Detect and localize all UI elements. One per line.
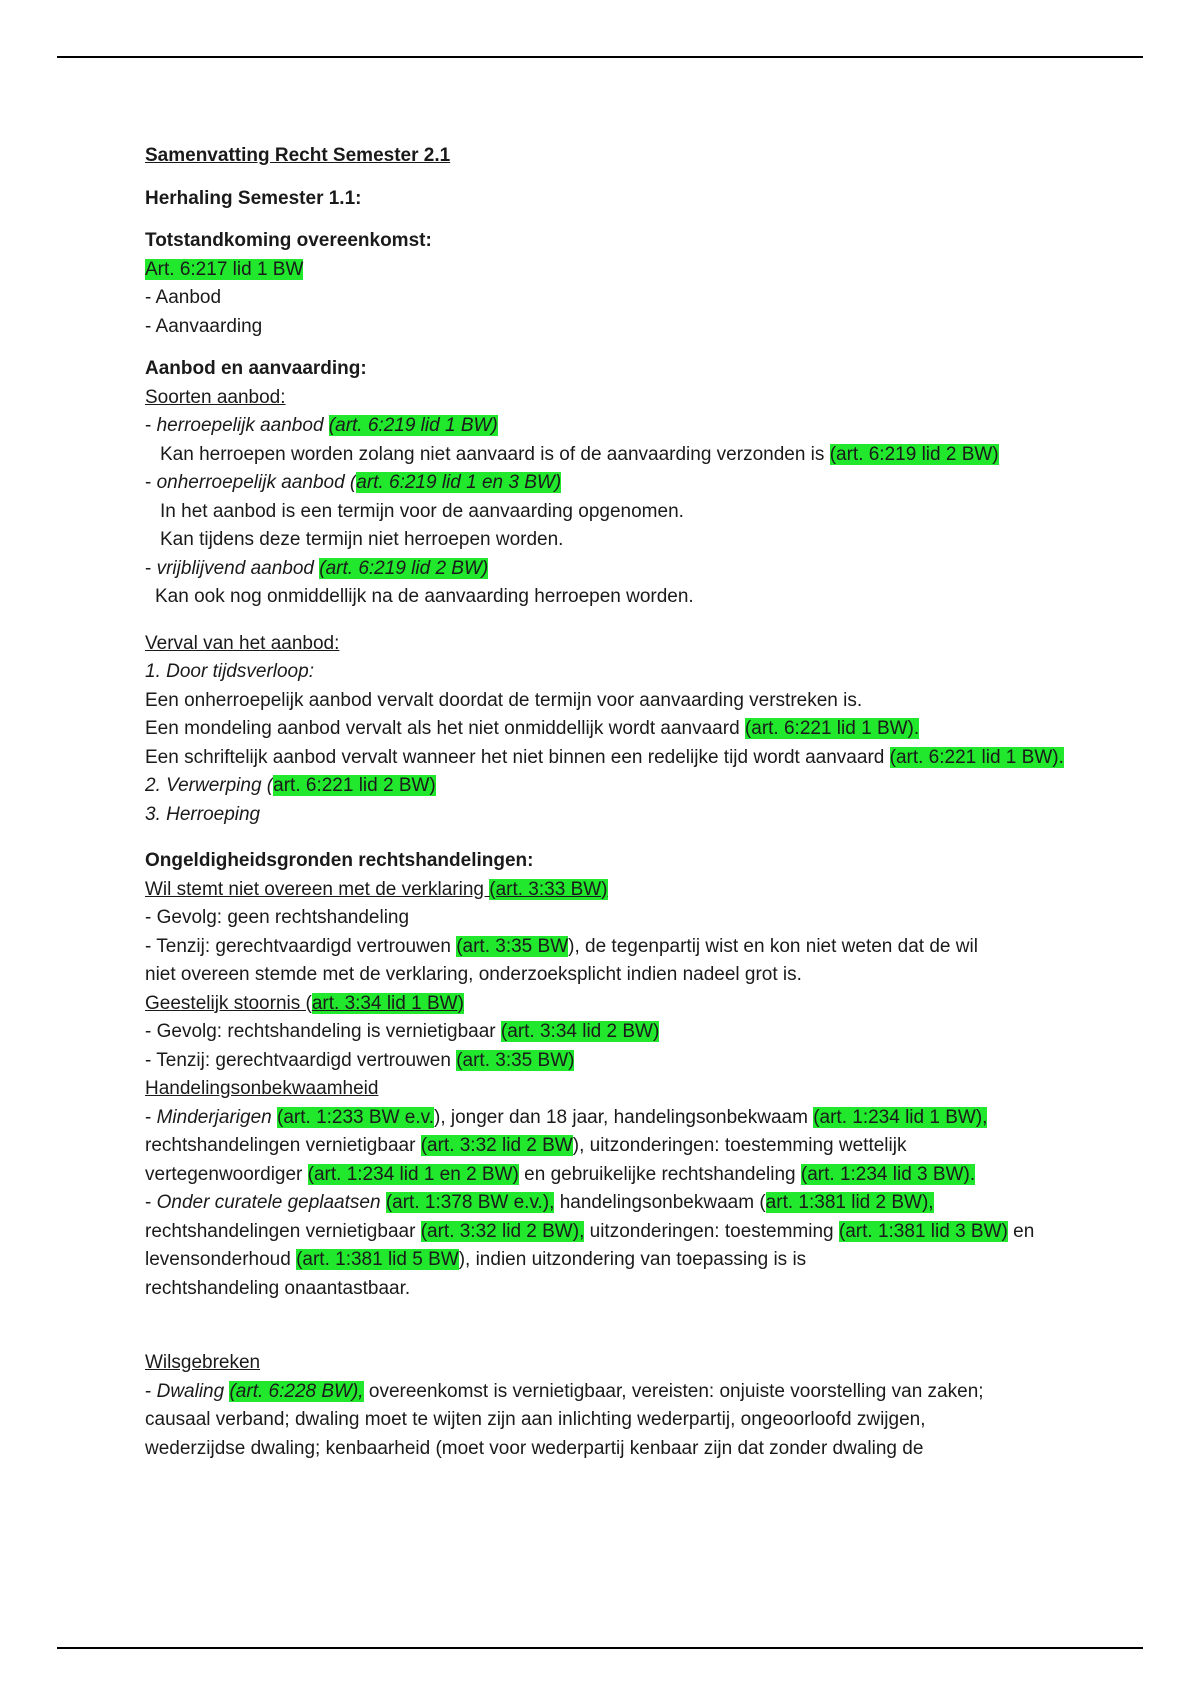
list-item: - vrijblijvend aanbod (art. 6:219 lid 2 BW): [145, 557, 489, 579]
list-item: - Gevolg: geen rechtshandeling: [145, 907, 410, 928]
article-reference: (art. 6:219 lid 1 BW): [328, 415, 498, 436]
text-line: rechtshandelingen vernietigbaar (art. 3:32 lid 2 BW), uitzonderingen: toestemming (art. 1:381 lid 3 BW) en levensonderhoud (art. 1:381 lid 5 BW), indien uitzondering van toepassing is is: [145, 1220, 1035, 1270]
section-heading-aanbod: Aanbod en aanvaarding:: [145, 358, 367, 379]
article-reference: art. 6:221 lid 2 BW): [273, 775, 436, 796]
article-reference: (art. 1:234 lid 3 BW).: [800, 1163, 976, 1185]
article-reference: (art. 6:221 lid 1 BW).: [744, 718, 920, 739]
article-reference: art. 6:219 lid 1 en 3 BW): [356, 472, 562, 493]
text-line: Kan ook nog onmiddellijk na de aanvaarding herroepen worden.: [155, 586, 694, 607]
article-reference: (art. 3:34 lid 2 BW): [500, 1021, 660, 1042]
list-item: - Onder curatele geplaatsen (art. 1:378 BW e.v.), handelingsonbekwaam (art. 1:381 lid 2 BW),: [145, 1192, 934, 1213]
list-item: - Aanvaarding: [145, 315, 263, 337]
subheading-geestelijk: Geestelijk stoornis (art. 3:34 lid 1 BW): [145, 992, 464, 1014]
subheading-wil: Wil stemt niet overeen met de verklaring (art. 3:33 BW): [145, 878, 608, 900]
list-item: - Tenzij: gerechtvaardigd vertrouwen (art. 3:35 BW): [145, 1049, 575, 1071]
article-reference: (art. 1:378 BW e.v.),: [385, 1192, 555, 1213]
text-line: rechtshandelingen vernietigbaar (art. 3:32 lid 2 BW), uitzonderingen: toestemming wettelijk: [145, 1135, 907, 1156]
list-item: - Tenzij: gerechtvaardigd vertrouwen (art. 3:35 BW), de tegenpartij wist en kon niet weten dat de wil: [145, 935, 978, 957]
footer-rule: [57, 1647, 1143, 1649]
text-line: Een schriftelijk aanbod vervalt wanneer het niet binnen een redelijke tijd wordt aanvaard (art. 6:221 lid 1 BW).: [145, 746, 1064, 768]
article-reference: (art. 3:35 BW: [456, 935, 569, 957]
section-heading-ongeldigheid: Ongeldigheidsgronden rechtshandelingen:: [145, 850, 534, 871]
list-item: - herroepelijk aanbod (art. 6:219 lid 1 BW): [145, 415, 498, 436]
article-reference: (art. 6:219 lid 2 BW): [829, 443, 999, 465]
article-reference: (art. 1:234 lid 1 BW),: [813, 1106, 988, 1128]
article-reference: (art. 6:221 lid 1 BW).: [889, 746, 1064, 768]
text-line: causaal verband; dwaling moet te wijten zijn aan inlichting wederpartij, ongeoorloofd zwijgen,: [145, 1409, 926, 1430]
text-line: niet overeen stemde met de verklaring, onderzoeksplicht indien nadeel grot is.: [145, 964, 802, 985]
subheading-wilsgebreken: Wilsgebreken: [145, 1352, 261, 1373]
article-reference: (art. 6:228 BW),: [229, 1380, 364, 1402]
section-heading-herhaling: Herhaling Semester 1.1:: [145, 187, 362, 209]
article-reference: (art. 3:35 BW): [456, 1049, 575, 1071]
subheading-soorten-aanbod: Soorten aanbod:: [145, 386, 286, 408]
text-line: Kan tijdens deze termijn niet herroepen worden.: [160, 529, 564, 550]
list-item: 1. Door tijdsverloop:: [145, 661, 314, 682]
article-reference: art. 3:34 lid 1 BW): [311, 992, 464, 1014]
list-item: - Aanbod: [145, 287, 222, 308]
text-line: Kan herroepen worden zolang niet aanvaard is of de aanvaarding verzonden is (art. 6:219 lid 2 BW): [160, 443, 999, 465]
text-line: [145, 256, 1065, 285]
article-reference: (art. 3:32 lid 2 BW),: [420, 1220, 585, 1242]
article-reference: (art. 1:381 lid 5 BW: [296, 1249, 459, 1270]
text-line: wederzijdse dwaling; kenbaarheid (moet voor wederpartij kenbaar zijn dat zonder dwaling de: [145, 1437, 924, 1459]
list-item: - Minderjarigen (art. 1:233 BW e.v.), jonger dan 18 jaar, handelingsonbekwaam (art. 1:234 lid 1 BW),: [145, 1106, 988, 1128]
list-item: 2. Verwerping (art. 6:221 lid 2 BW): [145, 775, 436, 796]
text-line: In het aanbod is een termijn voor de aanvaarding opgenomen.: [160, 500, 684, 522]
article-reference: (art. 3:32 lid 2 BW: [420, 1135, 573, 1156]
article-reference: art. 1:381 lid 2 BW),: [765, 1192, 934, 1213]
subheading-handelingsonbekwaamheid: Handelingsonbekwaamheid: [145, 1078, 379, 1099]
document-title: Samenvatting Recht Semester 2.1: [145, 145, 451, 166]
text-line: vertegenwoordiger (art. 1:234 lid 1 en 2 BW) en gebruikelijke rechtshandeling (art. 1:234 lid 3 BW).: [145, 1163, 976, 1185]
article-reference: (art. 1:381 lid 3 BW): [838, 1220, 1008, 1242]
list-item: - Dwaling (art. 6:228 BW), overeenkomst is vernietigbaar, vereisten: onjuiste voorstelling van zaken;: [145, 1380, 984, 1402]
article-reference: (art. 3:33 BW): [489, 878, 608, 900]
article-reference: (art. 1:234 lid 1 en 2 BW): [307, 1163, 519, 1185]
section-heading-totstandkoming: Totstandkoming overeenkomst:: [145, 230, 432, 251]
article-reference: (art. 1:233 BW e.v.: [277, 1106, 434, 1128]
subheading-verval: Verval van het aanbod:: [145, 632, 340, 654]
text-line: rechtshandeling onaantastbaar.: [145, 1277, 411, 1299]
article-reference: (art. 6:219 lid 2 BW): [319, 557, 489, 579]
header-rule: [57, 56, 1143, 58]
list-item: - onherroepelijk aanbod (art. 6:219 lid 1 en 3 BW): [145, 472, 562, 493]
article-reference: Art. 6:217 lid 1 BW: [145, 258, 304, 280]
text-line: Een onherroepelijk aanbod vervalt doordat de termijn voor aanvaarding verstreken is.: [145, 689, 863, 711]
text-line: Een mondeling aanbod vervalt als het niet onmiddellijk wordt aanvaard (art. 6:221 lid 1 BW).: [145, 718, 920, 739]
list-item: - Gevolg: rechtshandeling is vernietigbaar (art. 3:34 lid 2 BW): [145, 1021, 660, 1042]
document-page: [145, 142, 1065, 1463]
list-item: 3. Herroeping: [145, 803, 261, 825]
